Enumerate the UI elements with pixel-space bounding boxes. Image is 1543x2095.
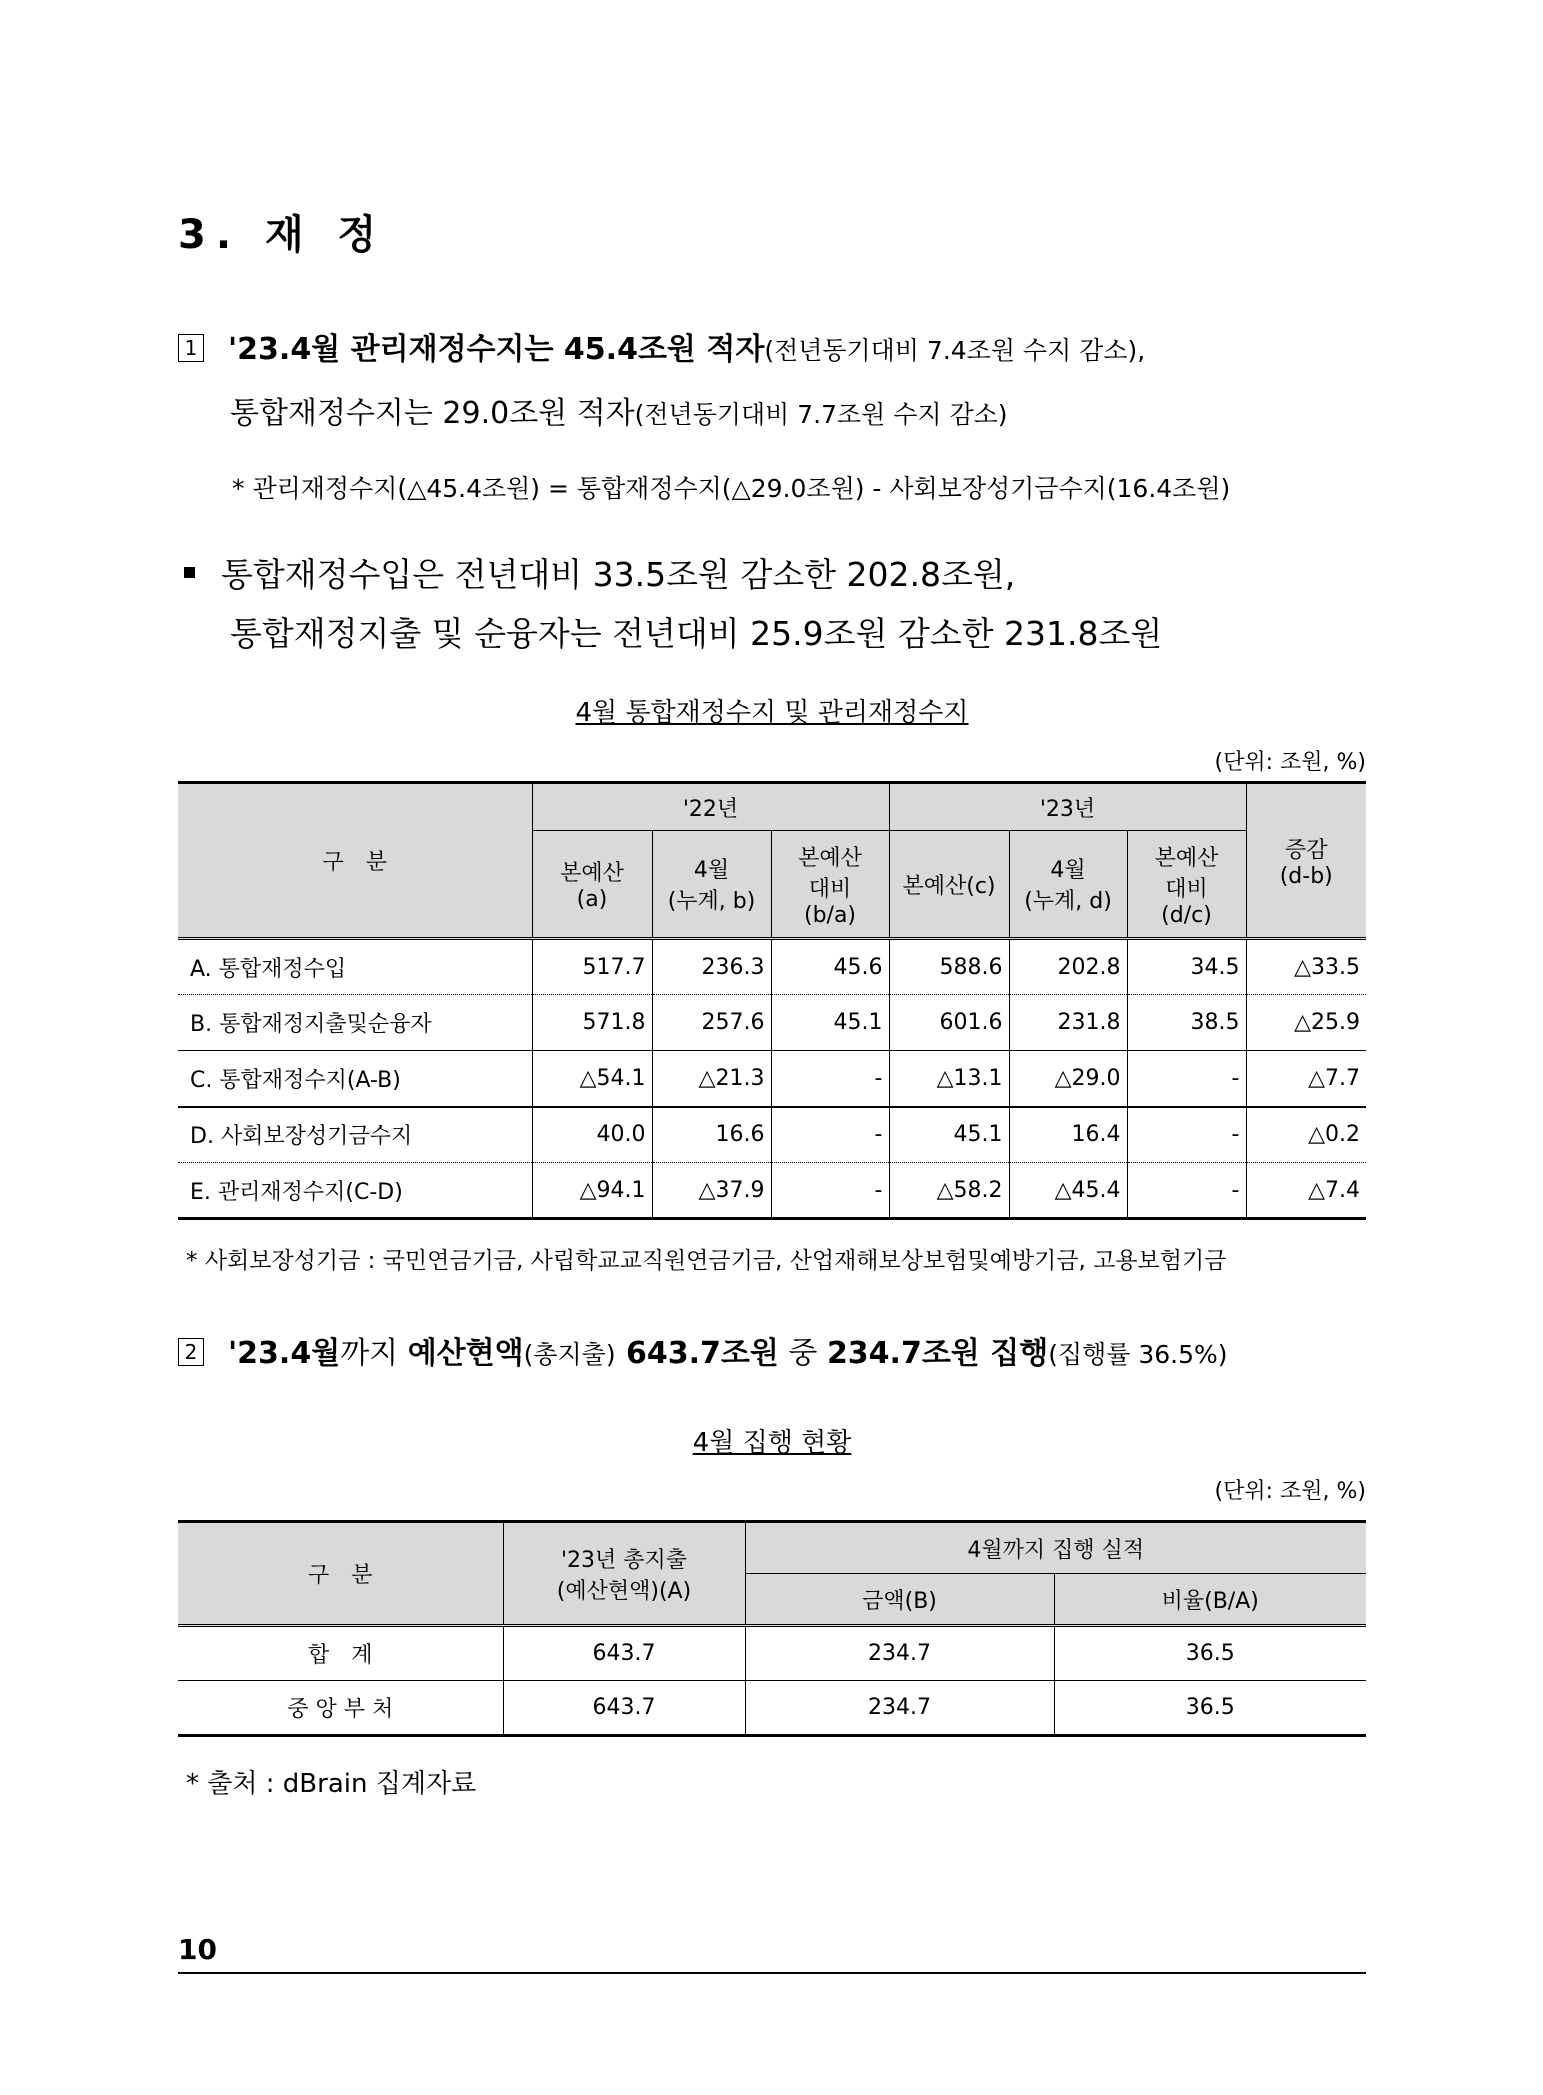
cell: 588.6 bbox=[889, 939, 1009, 995]
t1-sub-ratio-ba: 본예산 대비 (b/a) bbox=[771, 831, 889, 939]
table2-caption: 4월 집행 현황 bbox=[692, 1428, 852, 1458]
table1-unit: (단위: 조원, %) bbox=[1214, 750, 1366, 775]
point2-text2: 중 bbox=[778, 1336, 827, 1371]
table1-footnote: * 사회보장성기금 : 국민연금기금, 사립학교교직원연금기금, 산업재해보상보험및예방기금, 고용보험기금 bbox=[186, 1248, 1227, 1274]
table-row bbox=[178, 995, 1366, 1051]
cell: 202.8 bbox=[1009, 939, 1127, 995]
cell: 517.7 bbox=[532, 939, 652, 995]
table-row bbox=[178, 1681, 1366, 1736]
bullet-text1: 통합재정수입은 전년대비 33.5조원 감소한 202.8조원, bbox=[221, 555, 1016, 594]
cell: △29.0 bbox=[1009, 1051, 1127, 1107]
table2 bbox=[178, 1520, 1366, 1737]
t1-sub-ratio-dc: 본예산 대비 (d/c) bbox=[1127, 831, 1246, 939]
t1-sub-budget-a: 본예산 (a) bbox=[532, 831, 652, 939]
t2-header-total: '23년 총지출 (예산현액)(A) bbox=[503, 1522, 745, 1626]
cell: 16.6 bbox=[652, 1107, 771, 1163]
cell: - bbox=[1127, 1163, 1246, 1219]
row-label: A. 통합재정수입 bbox=[178, 939, 532, 995]
table2-unit: (단위: 조원, %) bbox=[1214, 1479, 1366, 1504]
point1-line2-main: 통합재정수지는 29.0조원 적자 bbox=[230, 396, 635, 431]
cell: △25.9 bbox=[1294, 1010, 1360, 1035]
t1-sub-april-d: 4월 (누계, d) bbox=[1009, 831, 1127, 939]
t1-header-category: 구 분 bbox=[178, 783, 532, 939]
table-row bbox=[178, 1107, 1366, 1163]
cell: △21.3 bbox=[652, 1051, 771, 1107]
table2-footnote: * 출처 : dBrain 집계자료 bbox=[186, 1769, 477, 1799]
section-title: 3. 재 정 bbox=[178, 212, 387, 258]
cell: 45.1 bbox=[889, 1107, 1009, 1163]
cell: - bbox=[1127, 1107, 1246, 1163]
point2-paren2: (집행률 36.5%) bbox=[1048, 1340, 1228, 1369]
cell: 643.7 bbox=[503, 1626, 745, 1681]
square-bullet-icon bbox=[184, 567, 195, 578]
point1-line1 bbox=[178, 330, 1145, 371]
point2-bold-budget: 예산현액 bbox=[407, 1336, 524, 1371]
point2-text1: 까지 bbox=[340, 1336, 408, 1371]
cell: - bbox=[771, 1107, 889, 1163]
row-label: B. 통합재정지출및순융자 bbox=[178, 995, 532, 1051]
cell: 16.4 bbox=[1009, 1107, 1127, 1163]
cell: 40.0 bbox=[532, 1107, 652, 1163]
t2-header-category: 구 분 bbox=[178, 1522, 503, 1626]
row-label: 합 계 bbox=[178, 1626, 503, 1681]
cell: 234.7 bbox=[745, 1626, 1054, 1681]
row-label: 중 앙 부 처 bbox=[178, 1681, 503, 1736]
point2-bold-date: '23.4월 bbox=[228, 1336, 341, 1371]
cell: - bbox=[771, 1051, 889, 1107]
cell: △58.2 bbox=[889, 1163, 1009, 1219]
point2-bold-amount: 643.7조원 bbox=[615, 1336, 779, 1371]
t1-sub-budget-c: 본예산(c) bbox=[889, 831, 1009, 939]
t1-sub-april-b: 4월 (누계, b) bbox=[652, 831, 771, 939]
cell: △13.1 bbox=[889, 1051, 1009, 1107]
cell: 45.1 bbox=[771, 995, 889, 1051]
table-row bbox=[178, 1626, 1366, 1681]
cell: △37.9 bbox=[652, 1163, 771, 1219]
cell: 234.7 bbox=[745, 1681, 1054, 1736]
table-row bbox=[178, 1163, 1366, 1219]
cell: 601.6 bbox=[889, 995, 1009, 1051]
cell: 45.6 bbox=[771, 939, 889, 995]
row-label: C. 통합재정수지(A-B) bbox=[178, 1051, 532, 1107]
cell: 257.6 bbox=[652, 995, 771, 1051]
point1-headline: '23.4월 관리재정수지는 45.4조원 적자 bbox=[228, 332, 765, 367]
t1-header-2022: '22년 bbox=[532, 783, 889, 831]
cell: - bbox=[1127, 1051, 1246, 1107]
bullet-line1 bbox=[184, 553, 1015, 597]
t2-header-amount: 금액(B) bbox=[745, 1574, 1054, 1626]
point1-line2-paren: (전년동기대비 7.7조원 수지 감소) bbox=[634, 400, 1008, 429]
cell: △45.4 bbox=[1009, 1163, 1127, 1219]
page-number: 10 bbox=[178, 1933, 217, 1966]
table1-caption: 4월 통합재정수지 및 관리재정수지 bbox=[575, 698, 969, 728]
cell: 36.5 bbox=[1185, 1695, 1235, 1720]
point2-paren1: (총지출) bbox=[523, 1340, 616, 1369]
point2-line bbox=[178, 1334, 1228, 1375]
t1-header-change: 증감 (d-b) bbox=[1246, 783, 1366, 939]
table1 bbox=[178, 781, 1366, 1220]
cell: 236.3 bbox=[652, 939, 771, 995]
point1-note: * 관리재정수지(△45.4조원) = 통합재정수지(△29.0조원) - 사회보장성기금수지(16.4조원) bbox=[232, 474, 1231, 503]
cell: 36.5 bbox=[1185, 1641, 1235, 1666]
point-number-box: 1 bbox=[178, 334, 204, 362]
bullet-line2: 통합재정지출 및 순융자는 전년대비 25.9조원 감소한 231.8조원 bbox=[230, 614, 1163, 653]
point2-bold-exec: 234.7조원 집행 bbox=[826, 1336, 1049, 1371]
cell: - bbox=[771, 1163, 889, 1219]
cell: △33.5 bbox=[1294, 954, 1360, 980]
t2-header-exec: 4월까지 집행 실적 bbox=[745, 1522, 1366, 1574]
table-row bbox=[178, 1051, 1366, 1107]
row-label: D. 사회보장성기금수지 bbox=[178, 1107, 532, 1163]
cell: 571.8 bbox=[532, 995, 652, 1051]
cell: △7.7 bbox=[1308, 1065, 1360, 1091]
cell: 34.5 bbox=[1127, 939, 1246, 995]
row-label: E. 관리재정수지(C-D) bbox=[178, 1163, 532, 1219]
point1-line2 bbox=[230, 394, 1008, 435]
cell: △94.1 bbox=[532, 1163, 652, 1219]
table-row bbox=[178, 939, 1366, 995]
cell: △7.4 bbox=[1308, 1177, 1360, 1203]
t2-header-ratio: 비율(B/A) bbox=[1054, 1574, 1366, 1626]
footer-rule bbox=[178, 1972, 1366, 1974]
cell: 643.7 bbox=[503, 1681, 745, 1736]
cell: △0.2 bbox=[1308, 1122, 1360, 1148]
t1-header-2023: '23년 bbox=[889, 783, 1246, 831]
point1-paren: (전년동기대비 7.4조원 수지 감소), bbox=[764, 336, 1146, 365]
cell: 231.8 bbox=[1009, 995, 1127, 1051]
cell: △54.1 bbox=[532, 1051, 652, 1107]
cell: 38.5 bbox=[1127, 995, 1246, 1051]
point-number-box: 2 bbox=[178, 1338, 204, 1366]
